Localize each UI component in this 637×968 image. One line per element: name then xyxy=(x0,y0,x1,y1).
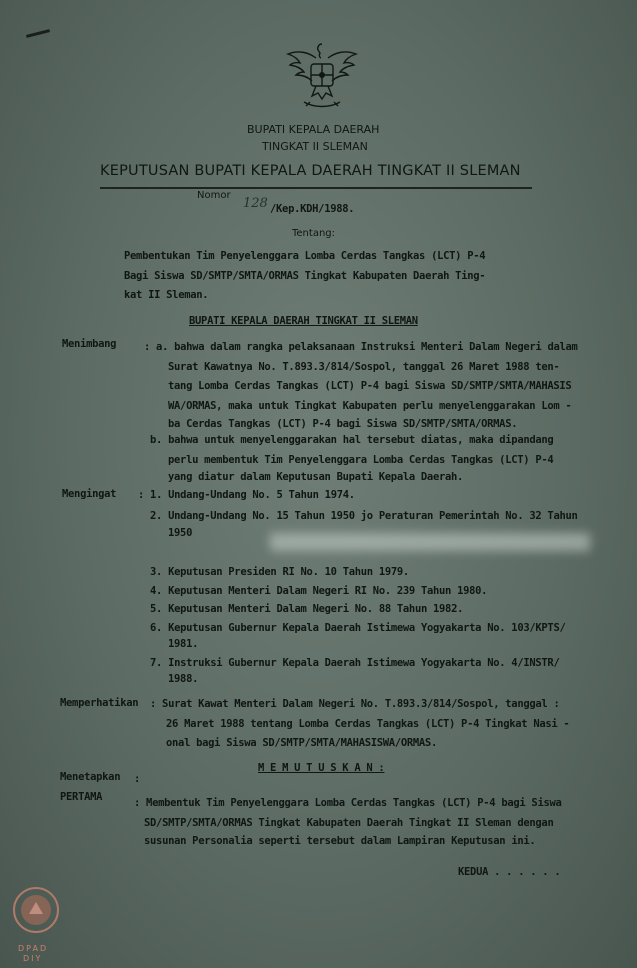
memperhatikan-label: Memperhatikan xyxy=(60,697,139,709)
menimbang-a-line: WA/ORMAS, maka untuk Tingkat Kabupaten perlu menyelenggarakan Lom - xyxy=(168,400,572,412)
pen-mark xyxy=(26,29,50,38)
stamp-text-line2: DIY xyxy=(23,954,43,963)
memperhatikan-line: 26 Maret 1988 tentang Lomba Cerdas Tangkas (LCT) P-4 Tingkat Nasi - xyxy=(166,718,570,730)
mengingat-item: 7. Instruksi Gubernur Kepala Daerah Istimewa Yogyakarta No. 4/INSTR/ xyxy=(150,657,560,669)
subject-line: Bagi Siswa SD/SMTP/SMTA/ORMAS Tingkat Kabupaten Daerah Ting- xyxy=(124,270,486,282)
subject-line: Pembentukan Tim Penyelenggara Lomba Cerdas Tangkas (LCT) P-4 xyxy=(124,250,486,262)
garuda-emblem-icon xyxy=(280,34,364,118)
memutuskan-heading: M E M U T U S K A N : xyxy=(258,762,385,774)
menimbang-b-line: b. bahwa untuk menyelenggarakan hal tersebut diatas, maka dipandang xyxy=(150,434,554,446)
menimbang-b-line: yang diatur dalam Keputusan Bupati Kepala Daerah. xyxy=(168,471,464,483)
issuer-heading: BUPATI KEPALA DAERAH TINGKAT II SLEMAN xyxy=(189,315,418,327)
menimbang-a-line: Surat Kawatnya No. T.893.3/814/Sospol, tanggal 26 Maret 1988 ten- xyxy=(168,361,560,373)
header-title-line2: TINGKAT II SLEMAN xyxy=(262,140,368,153)
menetapkan-colon: : xyxy=(134,773,141,785)
nomor-handwritten: 128 xyxy=(243,196,268,211)
mengingat-item: 6. Keputusan Gubernur Kepala Daerah Istimewa Yogyakarta No. 103/KPTS/ xyxy=(150,622,566,634)
pertama-label: PERTAMA xyxy=(60,791,103,803)
menimbang-a-line: ba Cerdas Tangkas (LCT) P-4 bagi Siswa SD/SMTP/SMTA/ORMAS. xyxy=(168,418,518,430)
mengingat-item: : 1. Undang-Undang No. 5 Tahun 1974. xyxy=(138,489,355,501)
menimbang-a-line: tang Lomba Cerdas Tangkas (LCT) P-4 bagi Siswa SD/SMTP/SMTA/MAHASIS xyxy=(168,380,572,392)
tentang-label: Tentang: xyxy=(292,228,336,239)
mengingat-item: 1981. xyxy=(168,638,199,650)
menimbang-a-line: : a. bahwa dalam rangka pelaksanaan Instruksi Menteri Dalam Negeri dalam xyxy=(144,341,578,353)
header-title-line1: BUPATI KEPALA DAERAH xyxy=(247,123,380,136)
pertama-line: SD/SMTP/SMTA/ORMAS Tingkat Kabupaten Daerah Tingkat II Sleman dengan xyxy=(144,817,554,829)
nomor-label: Nomor xyxy=(197,190,231,201)
menimbang-label: Menimbang xyxy=(62,338,117,350)
nomor-suffix: /Kep.KDH/1988. xyxy=(270,203,355,215)
mengingat-item: 2. Undang-Undang No. 15 Tahun 1950 jo Peraturan Pemerintah No. 32 Tahun xyxy=(150,510,578,522)
memperhatikan-line: : Surat Kawat Menteri Dalam Negeri No. T.893.3/814/Sospol, tanggal : xyxy=(150,698,560,710)
memperhatikan-line: onal bagi Siswa SD/SMTP/SMTA/MAHASISWA/ORMAS. xyxy=(166,737,437,749)
pertama-line: : Membentuk Tim Penyelenggara Lomba Cerdas Tangkas (LCT) P-4 bagi Siswa xyxy=(134,797,562,809)
smudge xyxy=(270,533,590,551)
mengingat-item: 4. Keputusan Menteri Dalam Negeri RI No. 239 Tahun 1980. xyxy=(150,585,488,597)
menetapkan-label: Menetapkan xyxy=(60,771,121,783)
next-page-catchword: KEDUA . . . . . . xyxy=(458,866,561,878)
mengingat-label: Mengingat xyxy=(62,488,117,500)
mengingat-item: 3. Keputusan Presiden RI No. 10 Tahun 1979. xyxy=(150,566,409,578)
decree-title: KEPUTUSAN BUPATI KEPALA DAERAH TINGKAT II SLEMAN xyxy=(100,163,521,179)
stamp-text-line1: DPAD xyxy=(18,944,49,953)
mengingat-item: 1988. xyxy=(168,673,199,685)
menimbang-b-line: perlu membentuk Tim Penyelenggara Lomba Cerdas Tangkas (LCT) P-4 xyxy=(168,454,554,466)
mengingat-item: 5. Keputusan Menteri Dalam Negeri No. 88 Tahun 1982. xyxy=(150,603,464,615)
title-underline xyxy=(100,187,532,189)
mengingat-item: 1950 xyxy=(168,527,193,539)
pertama-line: susunan Personalia seperti tersebut dalam Lampiran Keputusan ini. xyxy=(144,835,536,847)
subject-line: kat II Sleman. xyxy=(124,289,209,301)
